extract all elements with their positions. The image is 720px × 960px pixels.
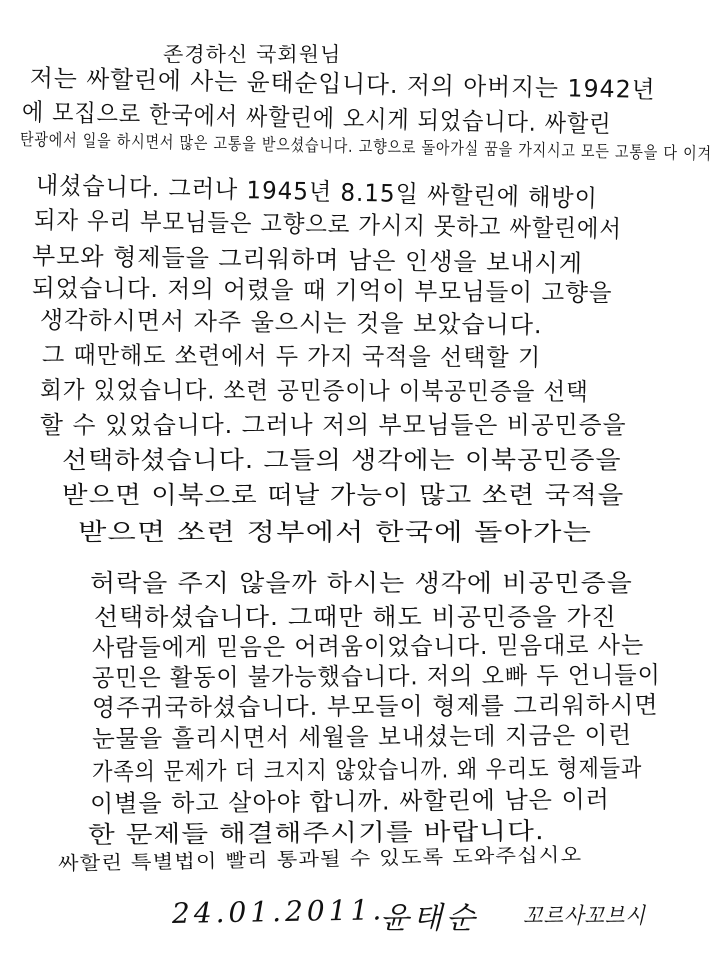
body-line: 이별을 하고 살아야 합니까. 싸할린에 남은 이러: [89, 785, 611, 818]
body-line: 되었습니다. 저의 어렸을 때 기억이 부모님들이 고향을: [31, 274, 613, 308]
body-line: 할 수 있었습니다. 그러나 저의 부모님들은 비공민증을: [40, 411, 627, 439]
letter-date: 24.01.2011.: [171, 893, 386, 930]
body-line: 가족의 문제가 더 크지지 않았습니까. 왜 우리도 형제들과: [91, 754, 643, 786]
body-line: 저는 싸할린에 사는 윤태순입니다. 저의 아버지는 1942년: [29, 64, 656, 105]
salutation: 존경하신 국회원님: [163, 42, 342, 66]
body-line: 공민은 활동이 불가능했습니다. 저의 오빠 두 언니들이: [91, 661, 661, 692]
body-line: 내셨습니다. 그러나 1945년 8.15일 싸할린에 해방이: [35, 171, 599, 213]
body-line: 에 모집으로 한국에서 싸할린에 오시게 되었습니다. 싸할린: [21, 98, 612, 139]
body-line: 그 때만해도 쏘련에서 두 가지 국적을 선택할 기: [41, 341, 542, 372]
body-line: 생각하시면서 자주 울으시는 것을 보았습니다.: [39, 306, 543, 340]
body-line: 선택하셨습니다. 그들의 생각에는 이북공민증을: [62, 446, 622, 474]
body-line: 받으면 이북으로 떠날 가능이 많고 쏘련 국적을: [62, 481, 625, 509]
body-line: 받으면 쏘련 정부에서 한국에 돌아가는: [78, 518, 593, 546]
body-line: 탄광에서 일을 하시면서 많은 고통을 받으셨습니다. 고향으로 돌아가실 꿈을 가지시고 모든 고통을 다 이겨: [19, 130, 713, 165]
body-line: 눈물을 흘리시면서 세월을 보내셨는데 지금은 이런: [91, 721, 633, 753]
body-line: 허락을 주지 않을까 하시는 생각에 비공민증을: [90, 569, 633, 597]
body-line: 싸할린 특별법이 빨리 통과될 수 있도록 도와주십시오: [57, 843, 583, 875]
body-line: 부모와 형제들을 그리워하며 남은 인생을 보내시게: [31, 242, 584, 278]
signature-name: 윤태순: [380, 901, 479, 936]
letter-place: 꼬르사꼬브시: [523, 904, 646, 929]
body-line: 회가 있었습니다. 쏘련 공민증이나 이북공민증을 선택: [39, 376, 589, 406]
body-line: 되자 우리 부모님들은 고향으로 가시지 못하고 싸할린에서: [33, 206, 623, 244]
body-line: 사람들에게 믿음은 어려움이었습니다. 믿음대로 사는: [91, 631, 645, 662]
body-line: 영주귀국하셨습니다. 부모들이 형제를 그리워하시면: [91, 691, 659, 722]
body-line: 선택하셨습니다. 그때만 해도 비공민증을 가진: [94, 603, 617, 631]
body-line: 한 문제들 해결해주시기를 바랍니다.: [87, 817, 545, 849]
